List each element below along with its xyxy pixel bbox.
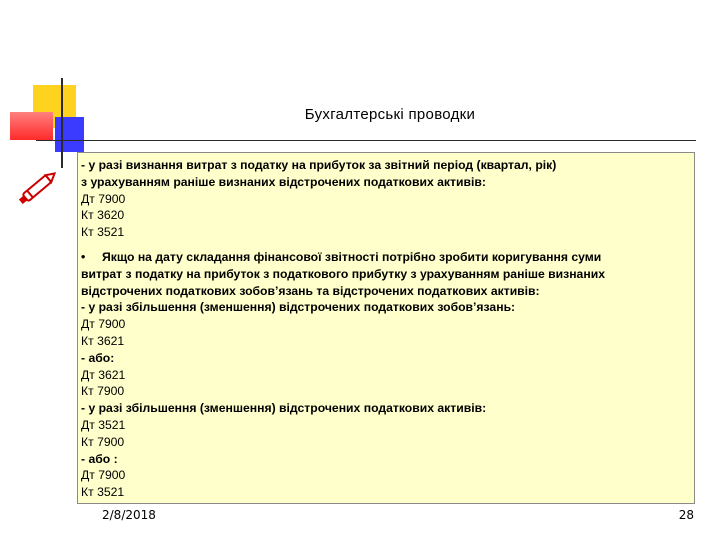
slide-date: 2/8/2018	[102, 508, 156, 522]
entry-line: Дт 7900	[81, 191, 126, 206]
entry-line: Кт 7900	[81, 434, 125, 449]
case-assets: - у разі збільшення (зменшення) відстрочених податкових активів:	[81, 401, 487, 416]
intro-line-1: - у разі визнання витрат з податку на прибуток за звітний період (квартал, рік)	[81, 158, 557, 172]
entry-line: Кт 3621	[81, 333, 125, 348]
case-liabilities: - у разі збільшення (зменшення) відстрочених податкових зобов’язань:	[81, 300, 516, 315]
content-box	[77, 152, 695, 504]
paragraph-line-1	[81, 249, 690, 266]
bullet: •	[81, 249, 86, 264]
entry-line: Дт 3521	[81, 417, 126, 432]
title-divider-line	[36, 140, 696, 141]
or-label: - або:	[81, 350, 115, 365]
intro-line-2: з урахуванням раніше визнаних відстрочених податкових активів:	[81, 174, 486, 189]
page-number: 28	[678, 508, 694, 522]
entry-line: Дт 7900	[81, 468, 126, 483]
slide-title: Бухгалтерські проводки	[304, 106, 476, 123]
entry-line: Кт 7900	[81, 384, 125, 399]
decor-red-square	[10, 112, 53, 140]
paragraph-text: Якщо на дату складання фінансової звітності потрібно зробити коригування суми	[102, 249, 602, 264]
decor-vertical-line	[61, 78, 63, 168]
entry-line: Кт 3521	[81, 225, 125, 240]
entry-line: Кт 3521	[81, 485, 125, 500]
paragraph-line-3: відстрочених податкових зобов’язань та відстрочених податкових активів:	[81, 283, 540, 298]
paragraph-line-2: витрат з податку на прибуток з податкового прибутку з урахуванням раніше визнаних	[81, 266, 605, 281]
entry-line: Кт 3620	[81, 208, 125, 223]
pen-icon	[16, 168, 60, 208]
or-label: - або :	[81, 451, 118, 466]
entry-line: Дт 3621	[81, 367, 126, 382]
decor-blue-square	[55, 117, 84, 152]
entry-line: Дт 7900	[81, 317, 126, 332]
